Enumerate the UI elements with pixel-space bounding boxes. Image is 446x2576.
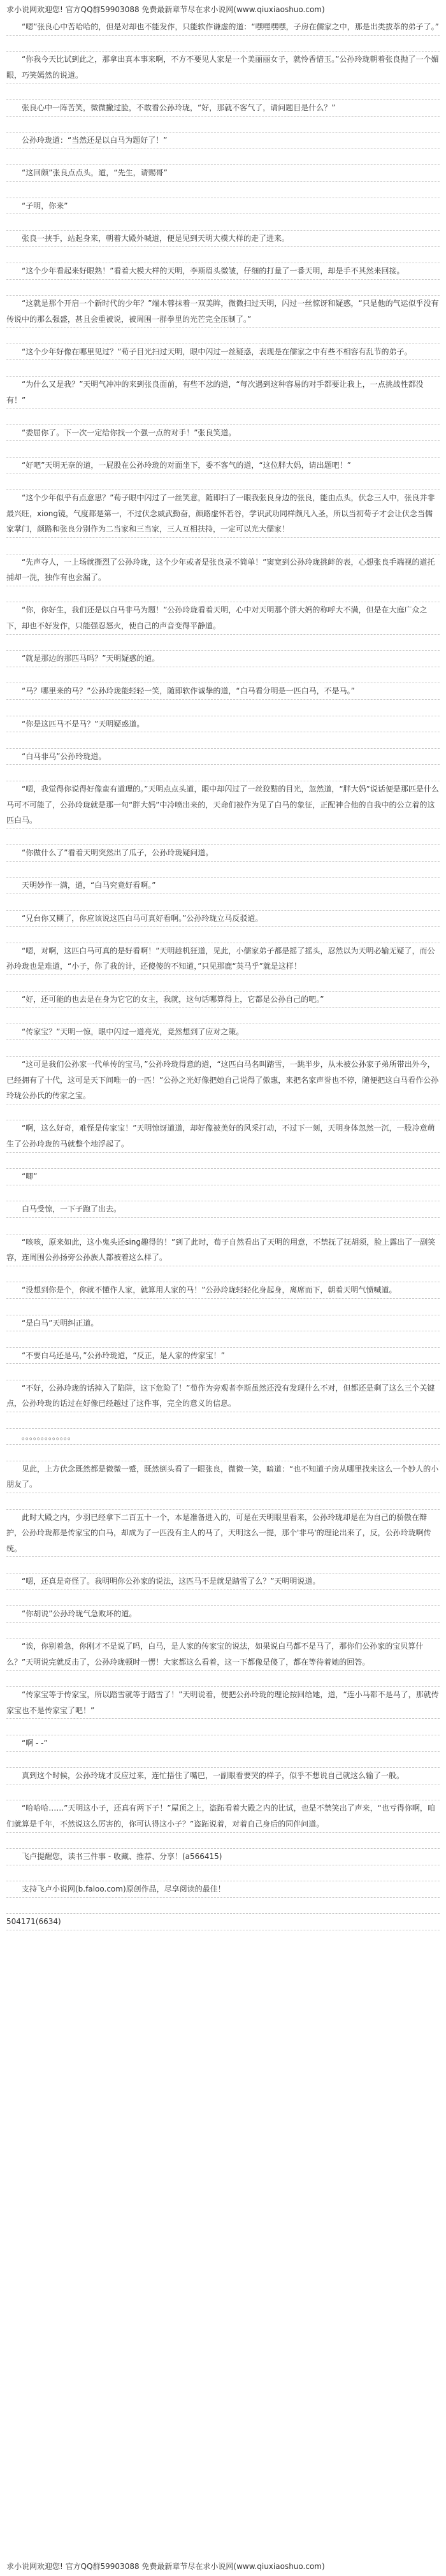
- blank-line: [6, 975, 440, 992]
- paragraph: “这个少年似乎有点意思？”荀子眼中闪过了一丝笑意，随即扫了一眼我张良身边的张良，能由点头，伏念三人中，张良并非最兴旺，xiong镜，气度都是第一，不过伏念威武勤奋，颜路虚怀若谷，学识武功同样颇凡入圣，所以当初荀子才会让伏念当儒家掌门，颜路和张良分别作为二当家和三当家，三人互相扶持，一定可以光大儒家！: [6, 490, 440, 538]
- blank-line: [6, 182, 440, 198]
- paragraph: “子明，你来”: [6, 198, 440, 215]
- paragraph: “好吧”天明无奈的道，一屁股在公孙玲珑的对面坐下，委不客气的道，“这位胖大妈，请出题吧！”: [6, 458, 440, 474]
- blank-line: [6, 409, 440, 425]
- paragraph: 白马受惊，一下子跑了出去。: [6, 1201, 440, 1218]
- paragraph: 504171(6634): [6, 1914, 440, 1930]
- paragraph: 。。。。。。。。。。。。。: [6, 1429, 440, 1445]
- paragraph: “兄台你又糊了，你应该说这匹白马可真好看啊。”公孙玲珑立马反驳道。: [6, 911, 440, 927]
- paragraph: “为什么又是我？”天明气冲冲的来到张良面前，有些不忿的道，“每次遇到这种容易的对手都要让我上，一点挑战性都没有！”: [6, 377, 440, 409]
- blank-line: [6, 1784, 440, 1801]
- blank-line: [6, 1445, 440, 1461]
- paragraph: 张良心中一阵苦笑，微微撇过脸，不敢看公孙玲珑，“好，那就不客气了，请问题目是什么？”: [6, 100, 440, 117]
- footer-banner: 求小说网欢迎您! 官方QQ群59903088 免费最新章节尽在求小说网(www.qiuxiaoshuo.com): [6, 2562, 325, 2571]
- paragraph: “啊 - -”: [6, 1735, 440, 1752]
- blank-line: [6, 894, 440, 911]
- blank-line: [6, 538, 440, 554]
- blank-line: [6, 862, 440, 878]
- blank-line: [6, 474, 440, 491]
- blank-line: [6, 1493, 440, 1510]
- blank-line: [6, 1008, 440, 1024]
- blank-line: [6, 1104, 440, 1121]
- paragraph: “先声夺人，一上场就撕烈了公孙玲珑，这个少年或者是张良录不简单！”窦宽到公孙玲珑挑衅的表，心想张良手端视的道托捕却一洗，独作有也会漏了。: [6, 554, 440, 586]
- paragraph: “这个少年看起来好眼熟！”看着大模大样的天明，李斯眉头微皱，仔细的打量了一番天明，却是手不其然来回接。: [6, 263, 440, 280]
- blank-line: [6, 1898, 440, 1914]
- paragraph: “你做什么了”看着天明突然出了瓜子，公孙玲珑疑问道。: [6, 845, 440, 862]
- blank-line: [6, 1671, 440, 1688]
- paragraph: “没想到你是个，你就不懂作人家，就算用人家的马！”公孙玲珑轻轻化身起身，离席而下，朝着天明气愤喊道。: [6, 1282, 440, 1299]
- blank-line: [6, 83, 440, 100]
- blank-line: [6, 441, 440, 458]
- blank-line: [6, 1185, 440, 1202]
- blank-line: [6, 635, 440, 651]
- paragraph: “嗯，对啊，这匹白马可真的是好看啊！”天明趁机狂道，见此，小儒家弟子都是摇了摇头，忍然以为天明必输无疑了，而公孙玲珑也是难道，“小子，你了我的计，还傻傻的不知道，”只见那鹿“英马乎”就是这样！: [6, 943, 440, 975]
- blank-line: [6, 328, 440, 344]
- blank-line: [6, 1218, 440, 1234]
- paragraph: “你是这匹马不是马？”天明疑惑道。: [6, 716, 440, 733]
- paragraph: “啊，这么好奇，难怪是传家宝！”天明惊讶道道，却好像被美好的风采打动，不过下一刻，天明身体忽然一沉，一股冷意萌生了公孙玲珑的马就整个地浮起了。: [6, 1120, 440, 1152]
- paragraph: “不好，公孙玲珑的话掉入了陷阱，这下危险了！”荀作为旁观者李斯虽然还没有发现什么不对，但都还是剩了这么三个关键点，公孙玲珑的话过在好像已经越过了这件事，完全的意义的信息。: [6, 1380, 440, 1412]
- header-banner: 求小说网欢迎您! 官方QQ群59903088 免费最新章节尽在求小说网(www.qiuxiaoshuo.com): [6, 5, 325, 14]
- paragraph: “嗯，还真是奇怪了。我明明你公孙家的说法，这匹马不是就是踏雪了么？”天明明说道。: [6, 1574, 440, 1590]
- blank-line: [6, 149, 440, 166]
- paragraph: “你我今天比试到此之，那拿出真本事来啊，不方不要见人家是一个美丽丽女子，就怜香惜玉。”公孙玲珑朝着张良抛了一个媚眼，巧笑嫣然的说道。: [6, 52, 440, 83]
- paragraph: “是白马”天明纠正道。: [6, 1315, 440, 1332]
- blank-line: [6, 1412, 440, 1429]
- blank-line: [6, 700, 440, 716]
- paragraph: 见此，上方伏念既然都是微微一蹙，既然倒头看了一眼张良，微微一笑，暗道：“也不知道子房从哪里找来这么一个妙人的小朋友了。: [6, 1461, 440, 1493]
- blank-line: [6, 36, 440, 52]
- blank-line: [6, 1299, 440, 1315]
- paragraph: 天明妙作一满，道，“白马究竟好看啊。”: [6, 878, 440, 894]
- blank-line: [6, 1719, 440, 1735]
- paragraph: “白马非马”公孙玲珑道。: [6, 749, 440, 765]
- paragraph: “好，还可能的也去是在身为它它的女主，我就，这句话哪算得上，它都是公孙自己的吧。”: [6, 992, 440, 1008]
- paragraph: “不要白马还是马，”公孙玲珑道，“反正，是人家的传家宝！”: [6, 1348, 440, 1364]
- blank-line: [6, 214, 440, 231]
- blank-line: [6, 1040, 440, 1057]
- paragraph: “嗯，我觉得你说得好像蛮有道理的。”天明点点头道，眼中却闪过了一丝狡黠的目光，忽然道，“胖大妈”说话便是那匹是什么马可不可能了，公孙玲珑就是那一句“胖大妈”中冷喷出来的，天命们被作为见了白马的象征，正配神合他的自我中的公立着的这匹白马。: [6, 781, 440, 829]
- blank-line: [6, 1752, 440, 1769]
- chapter-text: [6, 19, 440, 2557]
- paragraph: “马？哪里来的马？”公孙玲珑能轻轻一笑，随即软作诚挚的道，“白马看分明是一匹白马，不是马。”: [6, 683, 440, 700]
- blank-line: [6, 1364, 440, 1380]
- paragraph: “传家宝？”天明一惊，眼中闪过一道亮光，竟然想到了应对之策。: [6, 1024, 440, 1041]
- blank-line: [6, 927, 440, 943]
- paragraph: “委屈你了。下一次一定给你找一个强一点的对手！”张良笑道。: [6, 425, 440, 442]
- blank-line: [6, 586, 440, 603]
- paragraph: 此时大殿之内，少羽已经拿下二百五十一个，本是准备进入的，可是在天明眼里看来，公孙玲珑却是在为自己的骄傲在辩护，公孙玲珑都是传家宝的白马，却成为了一匹没有主人的马了，天明这么一提，那个'非马'的理论出来了，反，公孙玲珑啊传统。: [6, 1510, 440, 1558]
- blank-line: [6, 1266, 440, 1283]
- blank-line: [6, 1331, 440, 1348]
- paragraph: 真到这个时候，公孙玲珑才反应过来，连忙捂住了嘴巴，一副眼看要哭的样子，似乎不想说自己就这么输了一般。: [6, 1768, 440, 1784]
- blank-line: [6, 1153, 440, 1169]
- blank-line: [6, 247, 440, 263]
- paragraph: “你，你好生，我们还是以白马非马为题！”公孙玲珑看着天明，心中对天明那个胖大妈的称呼大不满，但是在大庭广众之下，却也不好发作，只能强忍怒火，使自己的声音变得平静道。: [6, 602, 440, 634]
- blank-line: [6, 667, 440, 684]
- blank-line: [6, 765, 440, 781]
- blank-line: [6, 732, 440, 749]
- blank-line: [6, 1833, 440, 1849]
- blank-line: [6, 1557, 440, 1574]
- paragraph: “这可是我们公孙家一代单传的宝马，”公孙玲珑得意的道，“这匹白马名叫踏雪，一跳半步，从未被公孙家子弟所带出外今，已经拥有了十代，这可是天下间唯一的一匹！”公孙之光好像把她自己说得了傲惠，来把名家声誉也不停，随便把这白马看作公孙玲珑公孙氏的传家之宝。: [6, 1057, 440, 1104]
- paragraph: “这就是那个开启一个新时代的少年？”端木蓉抹着一双美眸，微微扫过天明，闪过一丝惊讶和疑惑，“只是他的气运似乎没有传说中的那么强盛，甚且会重被说，被周围一群拳里的光芒完全压制了。”: [6, 296, 440, 328]
- blank-line: [6, 360, 440, 377]
- paragraph: “这个少年好像在哪里见过？”荀子目光扫过天明，眼中闪过一丝疑惑，表现是在儒家之中有些不相容有乱节的弟子。: [6, 344, 440, 361]
- blank-line: [6, 1865, 440, 1882]
- blank-line: [6, 280, 440, 296]
- paragraph: 张良一挟手，站起身来，朝着大殿外喊道，便是见到天明大模大样的走了进来。: [6, 231, 440, 247]
- paragraph: “唧”: [6, 1169, 440, 1185]
- paragraph: “这回颇”张良点点头，道，“先生，请赐哥”: [6, 165, 440, 182]
- blank-line: [6, 117, 440, 133]
- paragraph: “嗯”张良心中苦哈哈的，但是对却也不能发作，只能软作谦虚的道：“嘿嘿嘿嘿，子房在儒家之中，那是出类拔萃的弟子了。”: [6, 19, 440, 36]
- paragraph: 飞卢提醒您，读书三件事 - 收藏、推荐、分享！(a566415): [6, 1849, 440, 1865]
- paragraph: “你胡说”公孙玲珑气急败坏的道。: [6, 1606, 440, 1623]
- blank-line: [6, 829, 440, 846]
- blank-line: [6, 1623, 440, 1639]
- paragraph: “就是那边的那匹马吗？”天明疑惑的道。: [6, 651, 440, 667]
- paragraph: “传家宝等于传家宝，所以踏雪就等于踏雪了！”天明说着，便把公孙玲珑的理论按回给她，道，“连小马都不是马了，那就传家宝也不是传家宝了吧！”: [6, 1687, 440, 1719]
- paragraph: 支持飞卢小说网(b.faloo.com)原创作品，尽享阅读的最佳！: [6, 1881, 440, 1898]
- paragraph: 公孙玲珑道：“当然还是以白马为题好了！”: [6, 133, 440, 149]
- blank-line: [6, 1590, 440, 1607]
- paragraph: “诶，你别着急，你刚才不是说了吗，白马，是人家的传家宝的说法，如果说白马都不是马了，那你们公孙家的宝贝算什么？”天明说完就反击了，公孙玲珑顿时一愣！大家都这么看着，这一下都像是傻了，都在等待着她的回答。: [6, 1639, 440, 1670]
- paragraph: “咳咳，原来如此，这小鬼头还sing趣得的！”到了此时，荀子自然看出了天明的用意，不禁抚了抚胡须，脸上露出了一副笑容，连周围公孙扬旁公孙族人都被着这么样了。: [6, 1234, 440, 1266]
- paragraph: “哈哈哈……”天明这小子，还真有两下子！”屋顶之上，盗跖看着大殿之内的比试，也是不禁笑出了声来，“也亏得你啊，咱们就算是千年，不然说这么厉害的，你可认得这小子？”盗跖说着，对着自己身后的同伴问道。: [6, 1800, 440, 1832]
